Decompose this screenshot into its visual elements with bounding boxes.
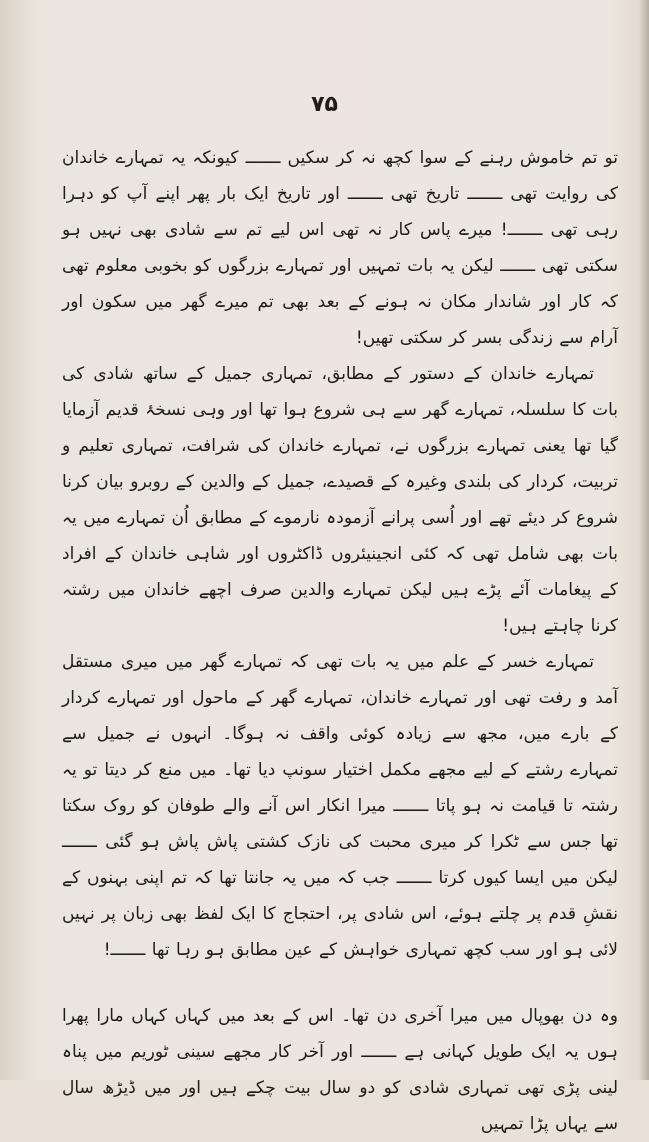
section-break [62, 968, 618, 998]
paragraph-3: تمہارے خسر کے علم میں یہ بات تھی کہ تمہارے گھر میں میری مستقل آمد و رفت تھی اور تمہارے خاندان، تمہارے گھر کے ماحول اور تمہارے کردار کے بارے میں، مجھ سے زیادہ کوئی واقف نہ ہوگا۔ انہوں نے جمیل سے تمہارے رشتے کے لیے مجھے مکمل اختیار سونپ دیا تھا۔ میں منع کر دیتا تو یہ رشتہ تا قیامت نہ ہو پاتا ـــــــ میرا انکار اس آنے والے طوفان کو روک سکتا تھا جس سے ٹکرا کر میری محبت کی نازک کشتی پاش پاش ہو گئی ـــــــ لیکن میں ایسا کیوں کرتا ـــــــ جب کہ میں یہ جانتا تھا کہ تم اپنی بہنوں کے نقشِ قدم پر چلتے ہوئے، اس شادی پر، احتجاج کا ایک لفظ بھی زبان پر نہیں لائی ہو اور سب کچھ تمہاری خواہش کے عین مطابق ہو رہا تھا ـــــــ! [62, 652, 618, 960]
page-number: ۷۵ [311, 92, 338, 117]
paragraph-2: تمہارے خاندان کے دستور کے مطابق، تمہاری جمیل کے ساتھ شادی کی بات کا سلسلہ، تمہارے گھر سے ہی شروع ہوا تھا اور وہی نسخۂ قدیم آزمایا گیا تھا یعنی تمہارے بزرگوں نے، تمہارے خاندان کی شرافت، تمہاری تعلیم و تربیت، کردار کی بلندی وغیرہ کے قصیدے، جمیل کے والدین کے روبرو بیان کرنا شروع کر دیئے تھے اور اُسی پرانے آزمودہ نارموے کے مطابق اُن تمہارے میں یہ بات بھی شامل تھی کہ کئی انجینیئروں ڈاکٹروں اور شاہی خاندان کے افراد کے پیغامات آئے پڑے ہیں لیکن تمہارے والدین صرف اچھے خاندان میں رشتہ کرنا چاہتے ہیں! [62, 364, 618, 636]
paragraph-1: تو تم خاموش رہنے کے سوا کچھ نہ کر سکیں ـــــــ کیونکہ یہ تمہارے خاندان کی روایت تھی ـــــــ تاریخ تھی ـــــــ اور تاریخ ایک بار پھر اپنے آپ کو دہرا رہی تھی ـــــــ! میرے پاس کار نہ تھی اس لیے تم سے شادی بھی نہیں ہو سکتی تھی ـــــــ لیکن یہ بات تمہیں اور تمہارے بزرگوں کو بخوبی معلوم تھی کہ کار اور شاندار مکان نہ ہونے کے بعد بھی تم میرے گھر میں سکون اور آرام سے زندگی بسر کر سکتی تھیں! [62, 148, 618, 348]
page-spine-shadow [639, 0, 649, 1080]
paragraph-4: وہ دن بھوپال میں میرا آخری دن تھا۔ اس کے بعد میں کہاں کہاں مارا پھرا ہوں یہ ایک طویل کہانی ہے ـــــــ اور آخر کار مجھے سینی ٹوریم میں پناہ لینی پڑی تھی تمہاری شادی کو دو سال بیت چکے ہیں اور میں ڈیڑھ سال سے یہاں پڑا تمہیں [62, 1006, 618, 1134]
page-text [62, 140, 618, 1142]
